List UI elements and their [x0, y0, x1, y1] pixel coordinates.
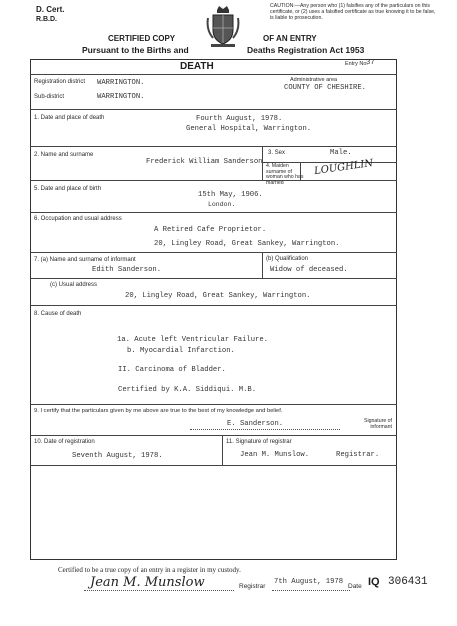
act-right: Deaths Registration Act 1953: [247, 45, 365, 55]
registration-district-label: Registration district: [34, 79, 86, 85]
signature-informant-label: Signature of informant: [364, 418, 392, 430]
registrar-name: Jean M. Munslow.: [240, 451, 310, 459]
birth-place: London.: [208, 201, 236, 208]
section-title: DEATH: [180, 61, 214, 72]
occupation-value: A Retired Cafe Proprietor.: [154, 226, 267, 234]
certificate-frame: [30, 59, 397, 560]
certified-by: Certified by K.A. Siddiqui. M.B.: [118, 386, 257, 394]
footer-date-value: 7th August, 1978: [274, 578, 344, 586]
birth-label: 5. Date and place of birth: [34, 186, 102, 192]
birth-date: 15th May, 1906.: [198, 191, 263, 199]
registrar-word: Registrar: [239, 583, 266, 590]
deceased-name: Frederick William Sanderson.: [146, 158, 267, 166]
cause-2: II. Carcinoma of Bladder.: [118, 366, 226, 374]
occupation-label: 6. Occupation and usual address: [34, 216, 122, 222]
qualification-value: Widow of deceased.: [270, 266, 348, 274]
title-right: OF AN ENTRY: [263, 34, 317, 43]
informant-signature: E. Sanderson.: [227, 420, 284, 428]
cert-prefix: IQ: [368, 576, 380, 588]
informant-address-label: (c) Usual address: [50, 282, 98, 288]
date-of-death: Fourth August, 1978.: [196, 115, 283, 123]
ref-sub: R.B.D.: [36, 16, 57, 23]
cert-number: 306431: [388, 576, 428, 588]
maiden-handwritten: LOUGHLIN: [313, 157, 374, 178]
entry-label: Entry No.: [345, 61, 368, 67]
place-of-death: General Hospital, Warrington.: [186, 125, 312, 133]
informant-label: 7. (a) Name and surname of informant: [34, 257, 136, 263]
admin-area-label: Administrative area: [290, 77, 338, 83]
title-left: CERTIFIED COPY: [108, 34, 176, 43]
maiden-label: 4. Maiden surname of woman who has married: [266, 163, 304, 186]
ref-code: D. Cert.: [36, 5, 65, 14]
informant-name: Edith Sanderson.: [92, 266, 162, 274]
cause-1b: b. Myocardial Infarction.: [127, 347, 235, 355]
registrar-sig-label: 11. Signature of registrar: [226, 439, 292, 445]
caution-text: CAUTION:—Any person who (1) falsifies any of the particulars on this certificate, or (2) uses a falsified certificate as true knowing it to be false, is liable to prosecution.: [270, 3, 436, 21]
registration-district-value: WARRINGTON.: [97, 79, 145, 87]
date-word: Date: [348, 583, 362, 590]
informant-address-value: 20, Lingley Road, Great Sankey, Warrington.: [125, 292, 311, 300]
admin-area-value: COUNTY OF CHESHIRE.: [284, 84, 366, 92]
sex-value: Male.: [330, 149, 352, 157]
registration-date: Seventh August, 1978.: [72, 452, 163, 460]
death-date-place-label: 1. Date and place of death: [34, 115, 105, 121]
qualification-label: (b) Qualification: [266, 256, 309, 262]
entry-no: 37: [366, 59, 375, 67]
registrar-title: Registrar.: [336, 451, 380, 459]
act-left: Pursuant to the Births and: [82, 45, 189, 55]
name-label: 2. Name and surname: [34, 152, 94, 158]
cause-1a: 1a. Acute left Ventricular Failure.: [117, 336, 268, 344]
usual-address-value: 20, Lingley Road, Great Sankey, Warrington.: [154, 240, 340, 248]
subdistrict-value: WARRINGTON.: [97, 93, 145, 101]
royal-crest-icon: [205, 4, 241, 50]
certified-statement: Certified to be a true copy of an entry in a register in my custody.: [58, 566, 241, 574]
declaration-label: 9. I certify that the particulars given by me above are true to the best of my knowledge and belief.: [34, 408, 283, 414]
subdistrict-label: Sub-district: [34, 94, 65, 100]
sex-label: 3. Sex: [268, 150, 286, 156]
footer-signature: Jean M. Munslow: [90, 575, 205, 590]
cause-label: 8. Cause of death: [34, 311, 82, 317]
registration-date-label: 10. Date of registration: [34, 439, 95, 445]
